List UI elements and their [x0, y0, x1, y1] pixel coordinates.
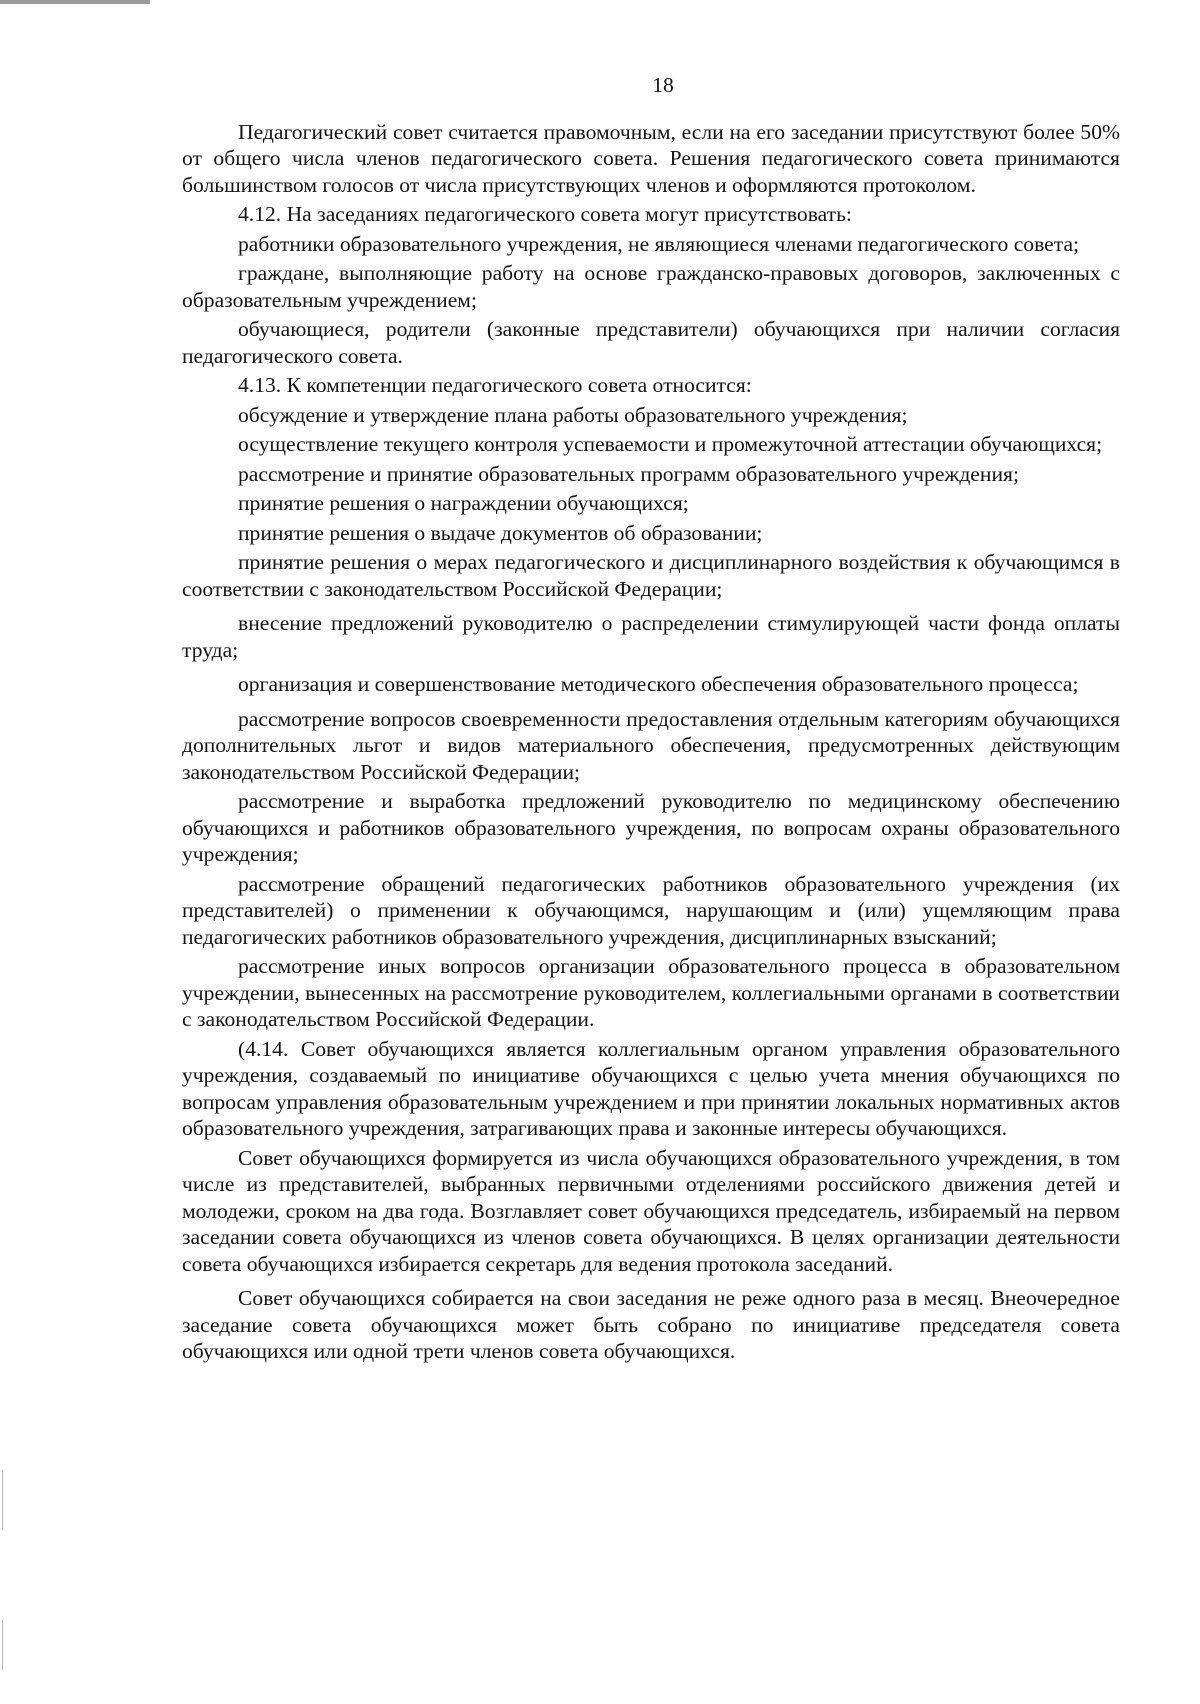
- list-item: рассмотрение обращений педагогических работников образовательного учреждения (их представителей) о применении к обучающимся, нарушающим и (или) ущемляющим права педагогических работников образовательного учреждения, дисциплинарных взысканий;: [182, 871, 1120, 949]
- list-item: принятие решения о мерах педагогического и дисциплинарного воздействия к обучающимся в соответствии с законодательством Российской Федерации;: [182, 550, 1120, 601]
- list-item: принятие решения о выдаче документов об образовании;: [238, 520, 763, 545]
- scan-edge-artifact: [2, 1620, 3, 1670]
- page-number: 18: [652, 73, 674, 97]
- paragraph-clause-4-12: 4.12. На заседаниях педагогического совета могут присутствовать:: [238, 202, 852, 226]
- list-item: принятие решения о награждении обучающихся;: [238, 491, 689, 515]
- list-item: граждане, выполняющие работу на основе гражданско-правовых договоров, заключенных с образовательным учреждением;: [182, 261, 1120, 312]
- list-item: работники образовательного учреждения, не являющиеся членами педагогического совета;: [238, 231, 1080, 256]
- scan-corner-artifact: [0, 0, 150, 4]
- list-item: внесение предложений руководителю о распределении стимулирующей части фонда оплаты труда;: [182, 611, 1120, 662]
- list-item: рассмотрение вопросов своевременности предоставления отдельным категориям обучающихся дополнительных льгот и видов материального обеспечения, предусмотренных действующим законодательством Российской Федерации;: [182, 706, 1120, 784]
- paragraph-council-formation: Совет обучающихся формируется из числа обучающихся образовательного учреждения, в том числе из представителей, выбранных первичными отделениями российского движения детей и молодежи, сроком на два года. Возглавляет совет обучающихся председатель, избираемый на первом заседании совета обучающихся из членов совета обучающихся. В целях организации деятельности совета обучающихся избирается секретарь для ведения протокола заседаний.: [182, 1145, 1120, 1276]
- list-item: рассмотрение иных вопросов организации образовательного процесса в образовательном учреждении, вынесенных на рассмотрение руководителем, коллегиальными органами в соответствии с законодательством Российской Федерации.: [182, 954, 1120, 1031]
- list-item: обсуждение и утверждение плана работы образовательного учреждения;: [238, 402, 908, 427]
- paragraph-quorum: Педагогический совет считается правомочным, если на его заседании присутствуют более 50% от общего числа членов педагогического совета. Решения педагогического совета принимаются большинством голосов от числа присутствующих членов и оформляются протоколом.: [182, 119, 1120, 197]
- document-page: [182, 72, 1120, 1368]
- paragraph-council-meetings: Совет обучающихся собирается на свои заседания не реже одного раза в месяц. Внеочередное заседание совета обучающихся может быть собрано по инициативе председателя совета обучающихся или одной трети членов совета обучающихся.: [182, 1286, 1120, 1363]
- paragraph-clause-4-13: 4.13. К компетенции педагогического совета относится:: [238, 373, 752, 397]
- scan-edge-artifact: [2, 1470, 3, 1530]
- paragraph-clause-4-14: (4.14. Совет обучающихся является коллегиальным органом управления образовательного учреждения, создаваемый по инициативе обучающихся с целью учета мнения обучающихся по вопросам управления образовательным учреждением и при принятии локальных нормативных актов образовательного учреждения, затрагивающих права и законные интересы обучающихся.: [182, 1036, 1120, 1140]
- list-item: осуществление текущего контроля успеваемости и промежуточной аттестации обучающихся;: [238, 432, 1103, 456]
- list-item: рассмотрение и выработка предложений руководителю по медицинскому обеспечению обучающихся и работников образовательного учреждения, по вопросам охраны образовательного учреждения;: [182, 789, 1120, 866]
- list-item: организация и совершенствование методического обеспечения образовательного процесса;: [238, 672, 1079, 696]
- list-item: обучающиеся, родители (законные представители) обучающихся при наличии согласия педагогического совета.: [182, 317, 1120, 368]
- list-item: рассмотрение и принятие образовательных программ образовательного учреждения;: [238, 461, 1019, 486]
